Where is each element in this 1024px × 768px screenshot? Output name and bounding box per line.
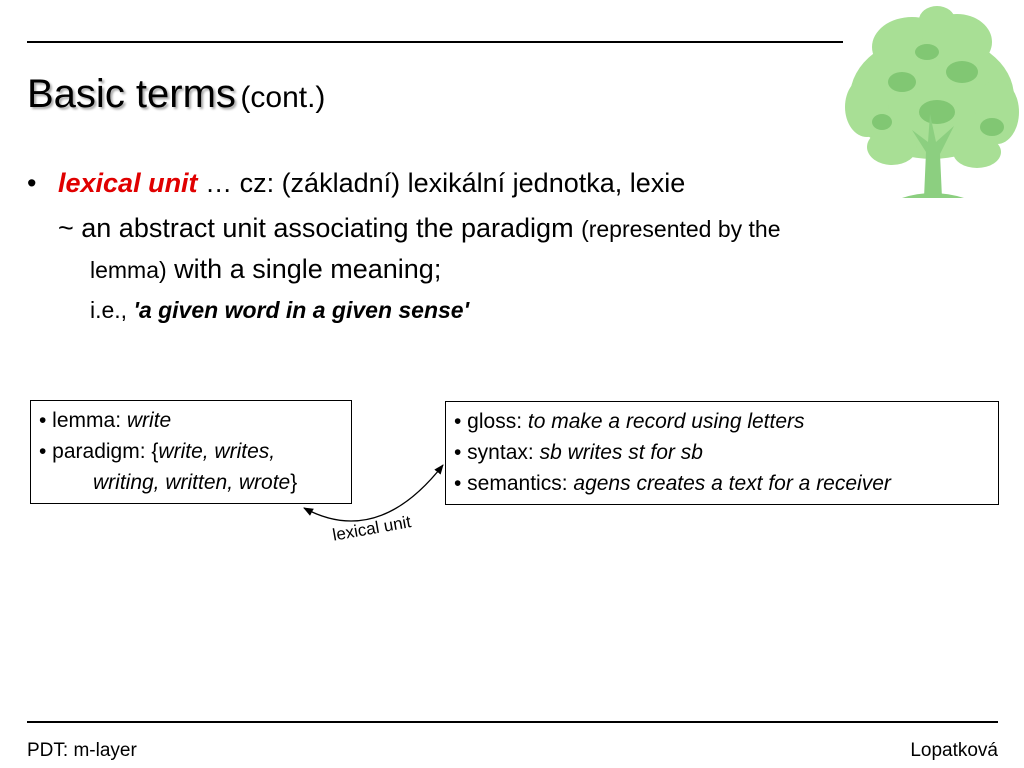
syntax-row: [454, 437, 990, 468]
gloss-value: to make a record using letters: [527, 410, 805, 433]
definition-line-2: [58, 213, 781, 244]
syntax-value: sb writes st for sb: [539, 441, 703, 464]
footer-left: PDT: m-layer: [27, 740, 137, 761]
definition-quote: 'a given word in a given sense': [133, 297, 470, 323]
lemma-value: write: [126, 409, 172, 432]
paradigm-close: }: [290, 471, 298, 494]
lemma-paradigm-box: [30, 400, 352, 504]
semantics-value: agens creates a text for a receiver: [573, 472, 891, 495]
top-rule: [27, 41, 843, 43]
definition-line-1: [58, 168, 685, 199]
gloss-row: [454, 406, 990, 437]
title-sub: (cont.): [240, 81, 326, 114]
definition-text-end: with a single meaning;: [166, 254, 442, 284]
bottom-rule: [27, 721, 998, 723]
syntax-label: • syntax:: [454, 441, 540, 464]
paradigm-label: • paradigm: {: [39, 440, 159, 463]
paradigm-row: [39, 436, 343, 467]
ie-label: i.e.,: [90, 297, 134, 323]
bullet-marker: •: [27, 168, 37, 198]
gloss-label: • gloss:: [454, 410, 528, 433]
definition-text: ~ an abstract unit associating the paradigm: [58, 213, 582, 243]
connector-label: lexical unit: [331, 512, 413, 545]
title-main: Basic terms: [27, 72, 236, 116]
definition-note: (represented by the: [581, 216, 781, 242]
meaning-box: [445, 401, 999, 505]
paradigm-values-1: write, writes,: [158, 440, 276, 463]
definition-line-4: [90, 294, 469, 325]
paradigm-row-continued: [39, 467, 343, 498]
definition-note-end: lemma): [90, 257, 167, 283]
paradigm-values-2: writing, written, wrote: [93, 471, 291, 494]
term-lexical-unit: lexical unit: [58, 168, 198, 198]
footer-right: Lopatková: [910, 740, 998, 761]
tree-icon: [842, 2, 1022, 200]
definition-line-3: [90, 254, 441, 285]
lemma-label: • lemma:: [39, 409, 127, 432]
lemma-row: [39, 405, 343, 436]
semantics-label: • semantics:: [454, 472, 574, 495]
semantics-row: [454, 468, 990, 499]
slide-title: [27, 72, 325, 117]
term-translation: … cz: (základní) lexikální jednotka, lexie: [197, 168, 686, 198]
